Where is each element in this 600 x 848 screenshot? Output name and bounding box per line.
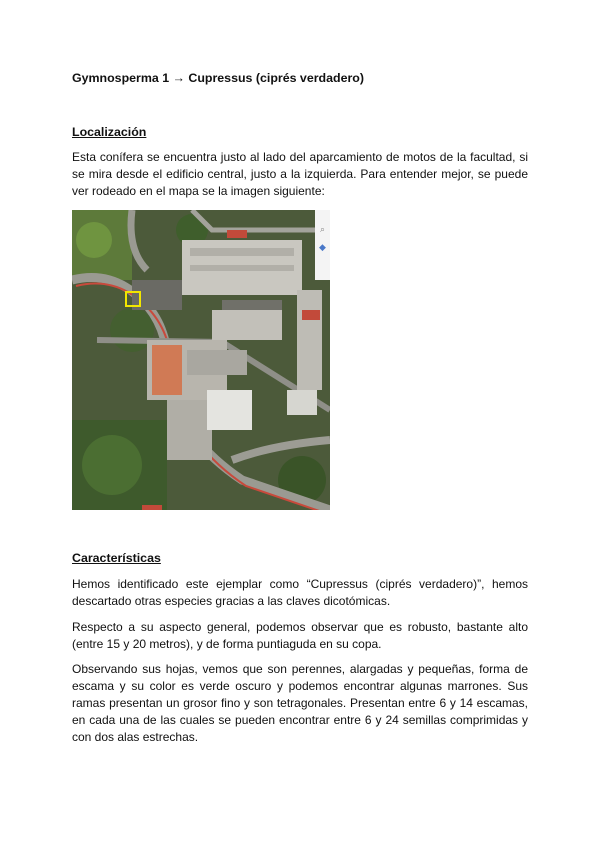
- localizacion-paragraph: Esta conífera se encuentra justo al lado del aparcamiento de motos de la facultad, si se mira desde el edificio central, justo a la izquierda. Para entender mejor, se puede ver rodeado en el mapa se la imagen siguiente:: [72, 150, 528, 198]
- caracteristicas-paragraph-1: Hemos identificado este ejemplar como “Cupressus (ciprés verdadero)”, hemos descartado otras especies gracias a las claves dicotómicas.: [72, 577, 528, 608]
- caracteristicas-paragraph-3: Observando sus hojas, vemos que son perennes, alargadas y pequeñas, forma de escama y su color es verde oscuro y podemos encontrar algunas marrones. Sus ramas presentan un grosor fino y son tetragonales. Presentan entre 6 y 14 escamas, en cada una de las cuales se pueden encontrar entre 6 y 24 semillas comprimidas y con dos alas estrechas.: [72, 662, 528, 744]
- caracteristicas-paragraph-2: Respecto a su aspecto general, podemos observar que es robusto, bastante alto (entre 15 y 20 metros), y de forma puntiaguda en su copa.: [72, 620, 528, 651]
- location-icon[interactable]: ◆: [319, 242, 326, 252]
- document-title: Gymnosperma 1 → Cupressus (ciprés verdadero): [72, 71, 364, 85]
- search-icon[interactable]: ⌕: [319, 224, 326, 234]
- heading-localizacion: Localización: [72, 125, 147, 139]
- aerial-map-image: [72, 210, 330, 510]
- heading-caracteristicas: Características: [72, 551, 161, 565]
